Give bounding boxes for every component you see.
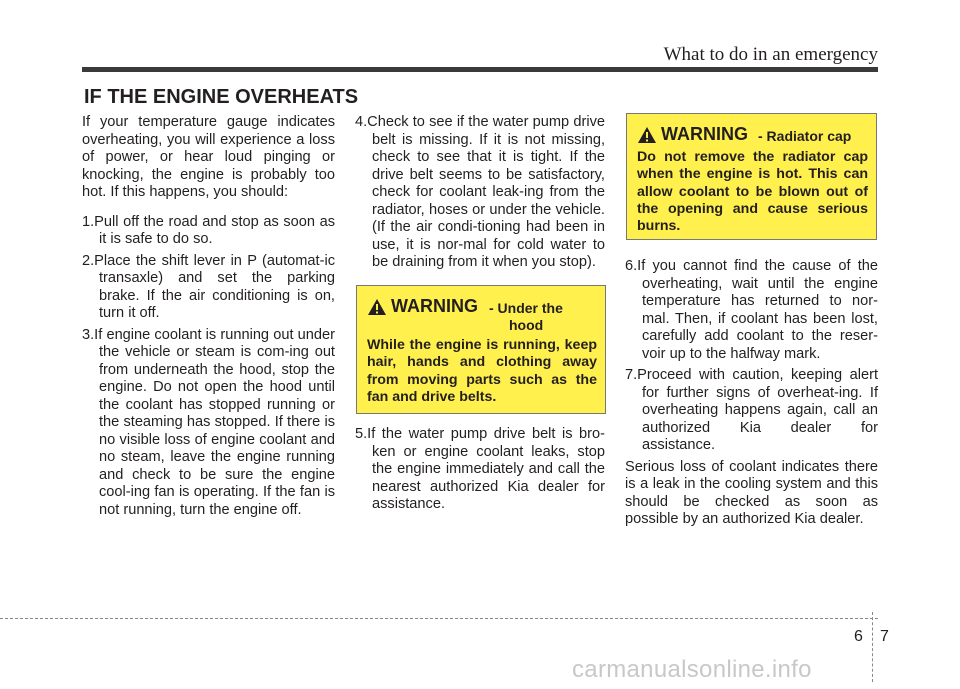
- footer-page-divider: [872, 612, 873, 682]
- step-6: 6.If you cannot find the cause of the overheating, wait until the engine temperature has returned to nor-mal. Then, if coolant has been lost, carefully add coolant to the reser-voir up to the halfway mark.: [625, 258, 878, 362]
- column-2: [355, 114, 605, 276]
- header-title: What to do in an emergency: [663, 44, 878, 65]
- step-2: 2.Place the shift lever in P (automat-ic transaxle) and set the parking brake. If the air conditioning is on, turn it off.: [82, 252, 335, 321]
- watermark: carmanualsonline.info: [572, 656, 812, 683]
- warning-triangle-icon: [367, 298, 387, 316]
- warning-body: While the engine is running, keep hair, hands and clothing away from moving parts such as the fan and drive belts.: [367, 337, 597, 405]
- warning-word: WARNING: [391, 296, 478, 316]
- section-title: IF THE ENGINE OVERHEATS: [84, 86, 364, 109]
- warning-header: [367, 296, 597, 336]
- step-5: 5.If the water pump drive belt is bro-ken or engine coolant leaks, stop the engine immediately and call the nearest authorized Kia dealer for assistance.: [355, 426, 605, 512]
- warning-triangle-icon: [637, 126, 657, 144]
- warning-word: WARNING: [661, 124, 748, 144]
- warning-subtitle: - Under the: [489, 300, 563, 316]
- footer-divider: [0, 618, 878, 619]
- column-2-lower: [355, 426, 605, 518]
- header-bar: [82, 67, 878, 72]
- step-3: 3.If engine coolant is running out under the vehicle or steam is com-ing out from underneath the hood, stop the engine. Do not open the hood until the coolant has stopped running or the steaming has stopped. If there is no visible loss of engine coolant and no steam, leave the engine running and check to be sure the engine cool-ing fan is operating. If the fan is not running, turn the engine off.: [82, 326, 335, 518]
- column-1: [82, 114, 335, 523]
- step-4: 4.Check to see if the water pump drive belt is missing. If it is not missing, check to see that it is tight. If the drive belt seems to be satisfactory, check for coolant leak-ing from the radiator, hoses or under the vehicle. (If the air condi-tioning had been in use, it is nor-mal for cold water to be draining from it when you stop).: [355, 114, 605, 270]
- warning-subtitle: - Radiator cap: [758, 128, 852, 144]
- warning-radiator-cap-box: [626, 113, 877, 240]
- closing-paragraph: Serious loss of coolant indicates there is a leak in the cooling system and this should be checked as soon as possible by an authorized Kia dealer.: [625, 458, 878, 527]
- warning-subtitle-line2: hood: [509, 317, 544, 333]
- step-1: 1.Pull off the road and stop as soon as it is safe to do so.: [82, 213, 335, 247]
- step-7: 7.Proceed with caution, keeping alert for further signs of overheat-ing. If overheating happens again, call an authorized Kia dealer for assistance.: [625, 367, 878, 453]
- page-number: 7: [880, 628, 889, 645]
- intro-paragraph: If your temperature gauge indicates overheating, you will experience a loss of power, or hear loud pinging or knocking, the engine is probably too hot. If this happens, you should:: [82, 114, 335, 200]
- chapter-number: 6: [854, 628, 863, 645]
- column-3: [625, 258, 878, 541]
- warning-under-hood-box: [356, 285, 606, 414]
- warning-body: Do not remove the radiator cap when the engine is hot. This can allow coolant to be blown out of the opening and cause serious burns.: [637, 149, 868, 235]
